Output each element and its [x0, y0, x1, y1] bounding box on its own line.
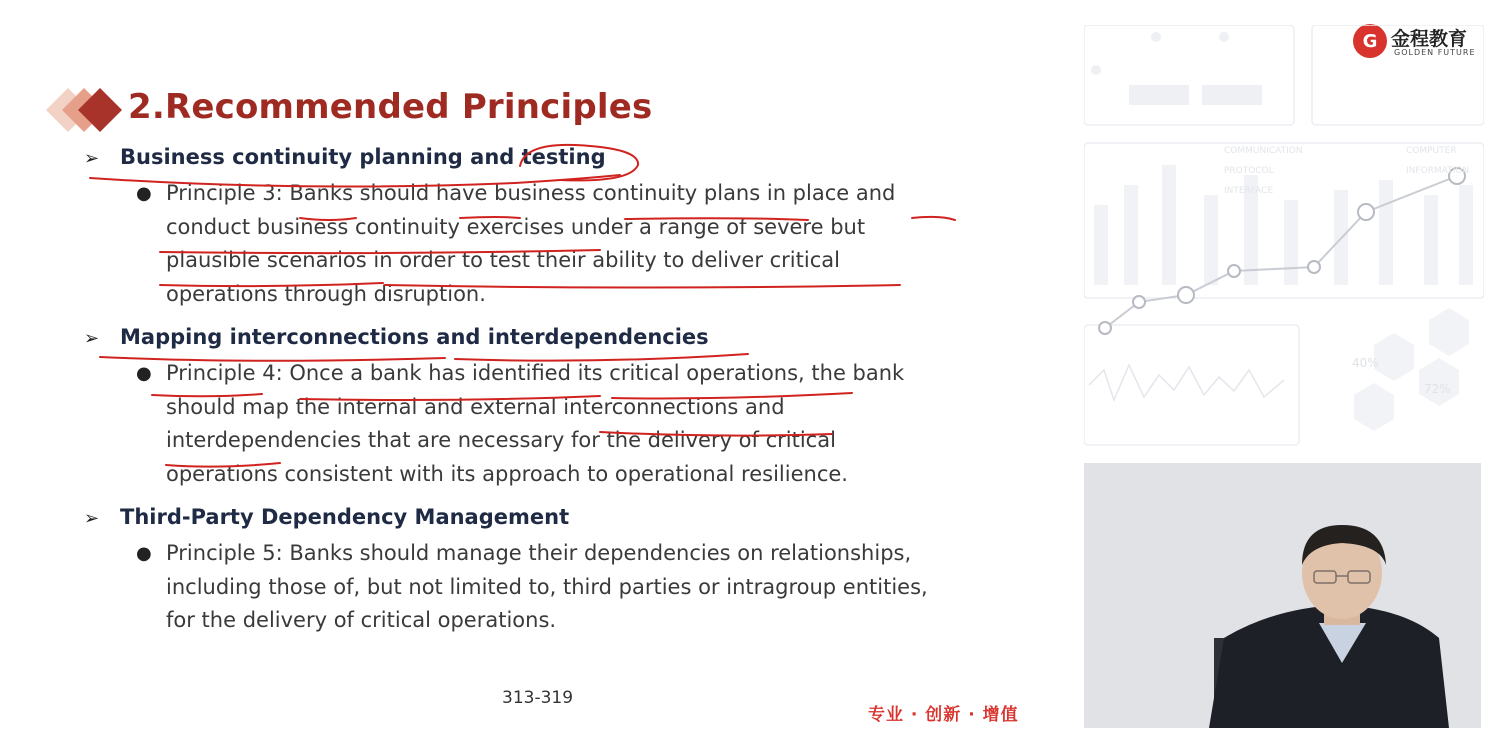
text-line: should map the internal and external interconnections and — [166, 394, 785, 419]
principle-text — [166, 537, 986, 638]
slogan-text: 专业 · 创新 · 增值 — [868, 705, 1019, 725]
text-line: operations through disruption. — [166, 281, 486, 306]
logo-mark-icon: G — [1353, 24, 1387, 58]
logo-cn-text: 金程教育 — [1391, 28, 1468, 50]
list-item — [136, 537, 1074, 638]
principle-text — [166, 177, 986, 311]
text-line: including those of, but not limited to, third parties or intragroup entities, — [166, 574, 928, 599]
text-line: conduct business continuity exercises under a range of severe but — [166, 214, 866, 239]
filled-dot-icon: ● — [136, 363, 152, 384]
bg-label: 72% — [1424, 382, 1451, 396]
text-line: operations consistent with its approach to operational resilience. — [166, 461, 848, 486]
text-line: Principle 4: Once a bank has identified its critical operations, the bank — [166, 361, 905, 385]
page-number: 313-319 — [502, 688, 574, 708]
section-third-party — [84, 505, 1074, 638]
bg-label: COMPUTER — [1406, 146, 1457, 156]
filled-dot-icon: ● — [136, 183, 152, 204]
slide-title: 2.Recommended Principles — [128, 87, 653, 127]
presenter-video[interactable] — [1084, 463, 1481, 728]
text-line: Principle 3: Banks should have business continuity plans in place and — [166, 181, 896, 205]
bg-label: COMMUNICATION — [1224, 146, 1303, 156]
text-line: interdependencies that are necessary for the delivery of critical — [166, 428, 836, 452]
section-mapping — [84, 325, 1074, 491]
bg-label: 40% — [1352, 356, 1379, 370]
section-heading — [84, 325, 1074, 349]
list-item — [136, 357, 1074, 491]
section-heading-text: Third-Party Dependency Management — [120, 505, 570, 529]
bg-label: PROTOCOL — [1224, 166, 1274, 176]
text-line: Principle 5: Banks should manage their dependencies on relationships, — [166, 541, 912, 565]
text-line: plausible scenarios in order to test their ability to deliver critical — [166, 248, 840, 272]
diamonds-icon — [46, 88, 126, 132]
presenter-figure — [1084, 463, 1481, 728]
section-heading-text: Mapping interconnections and interdependencies — [120, 325, 709, 349]
bg-label: INTERFACE — [1224, 186, 1274, 196]
section-business-continuity — [84, 145, 1074, 311]
arrowhead-bullet-icon: ➢ — [84, 148, 100, 169]
section-heading — [84, 145, 1074, 169]
arrowhead-bullet-icon: ➢ — [84, 328, 100, 349]
list-item — [136, 177, 1074, 311]
arrowhead-bullet-icon: ➢ — [84, 508, 100, 529]
section-heading — [84, 505, 1074, 529]
bg-label: INFORMATION — [1406, 166, 1470, 176]
slide-content — [84, 145, 1074, 638]
filled-dot-icon: ● — [136, 543, 152, 564]
logo-en-text: GOLDEN FUTURE — [1394, 48, 1476, 57]
text-line: for the delivery of critical operations. — [166, 608, 557, 632]
principle-text — [166, 357, 986, 491]
background-infographic — [1084, 25, 1484, 455]
section-heading-text: Business continuity planning and testing — [120, 145, 606, 169]
